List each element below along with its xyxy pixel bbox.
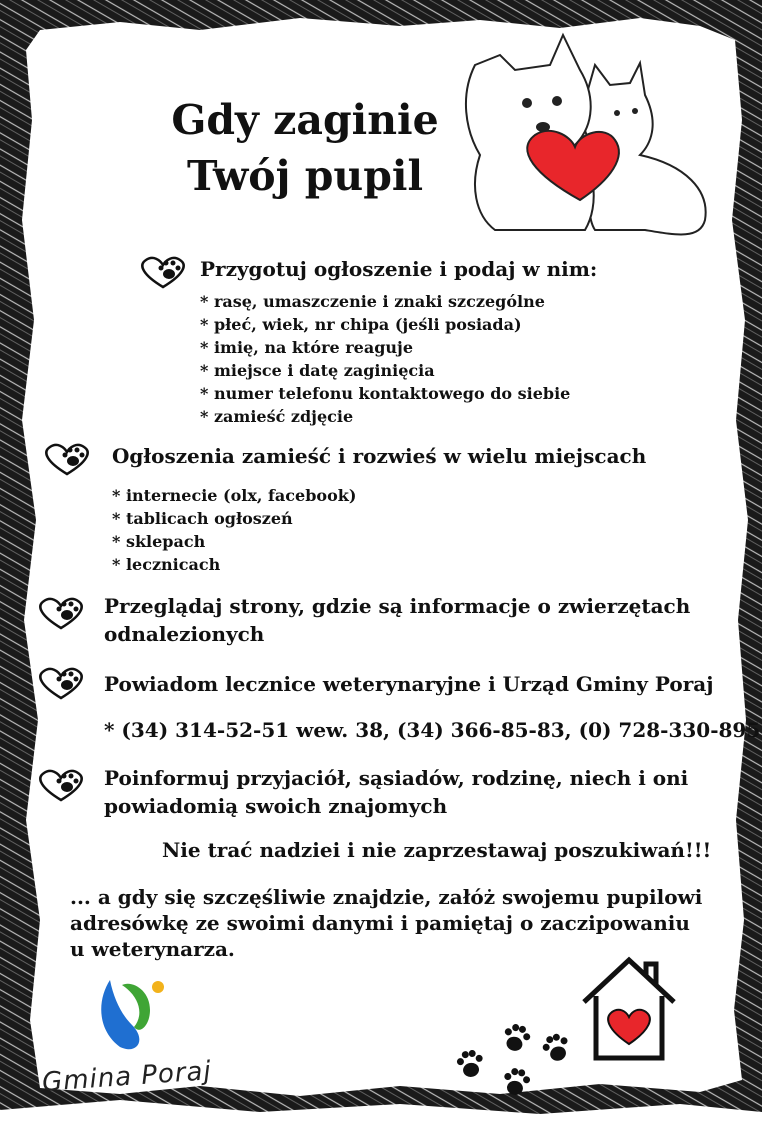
list-item: * numer telefonu kontaktowego do siebie: [200, 384, 571, 403]
heart-paw-icon: [36, 596, 86, 630]
list-item: * imię, na które reaguje: [200, 338, 414, 357]
section-2-heading: Ogłoszenia zamieść i rozwieś w wielu miejscach: [112, 444, 647, 468]
title-line-2: Twój pupil: [186, 152, 424, 200]
list-item: * tablicach ogłoszeń: [112, 509, 293, 528]
final-line-3: u weterynarza.: [70, 937, 235, 961]
section-5-line-1: Poinformuj przyjaciół, sąsiadów, rodzinę, niech i oni: [104, 766, 689, 790]
logo-text: Gmina Poraj: [41, 1056, 213, 1098]
house-heart-icon: [578, 952, 680, 1064]
section-3-heading: [104, 592, 690, 648]
list-item: * lecznicach: [112, 555, 221, 574]
heart-paw-icon: [138, 255, 188, 289]
section-3-line-1: Przeglądaj strony, gdzie są informacje o zwierzętach: [104, 594, 691, 618]
section-1-heading: Przygotuj ogłoszenie i podaj w nim:: [200, 257, 598, 281]
slogan: Nie trać nadziei i nie zaprzestawaj poszukiwań!!!: [162, 838, 712, 862]
list-item: * płeć, wiek, nr chipa (jeśli posiada): [200, 315, 522, 334]
section-5-line-2: powiadomią swoich znajomych: [104, 794, 448, 818]
heart-paw-icon: [36, 666, 86, 700]
list-item: * zamieść zdjęcie: [200, 407, 354, 426]
final-line-1: ... a gdy się szczęśliwie znajdzie, załóż swojemu pupilowi: [70, 885, 703, 909]
page-title: [150, 92, 460, 204]
paw-prints-decoration: [446, 1016, 576, 1098]
section-1-list: [200, 290, 570, 428]
section-4-heading: Powiadom lecznice weterynaryjne i Urząd Gminy Poraj: [104, 672, 714, 696]
section-3-line-2: odnalezionych: [104, 622, 265, 646]
final-line-2: adresówkę ze swoimi danymi i pamiętaj o zaczipowaniu: [70, 911, 690, 935]
heart-paw-icon: [42, 442, 92, 476]
heart-paw-icon: [36, 768, 86, 802]
title-line-1: Gdy zaginie: [171, 96, 439, 144]
list-item: * sklepach: [112, 532, 206, 551]
list-item: * miejsce i datę zaginięcia: [200, 361, 435, 380]
section-2-list: [112, 484, 356, 576]
gmina-poraj-logo: [92, 975, 172, 1055]
final-paragraph: [70, 884, 702, 962]
phone-numbers: * (34) 314-52-51 wew. 38, (34) 366-85-83, (0) 728-330-895: [104, 718, 761, 742]
dog-and-cat-illustration: [455, 15, 725, 245]
list-item: * rasę, umaszczenie i znaki szczególne: [200, 292, 545, 311]
section-5-heading: [104, 764, 688, 820]
list-item: * internecie (olx, facebook): [112, 486, 357, 505]
